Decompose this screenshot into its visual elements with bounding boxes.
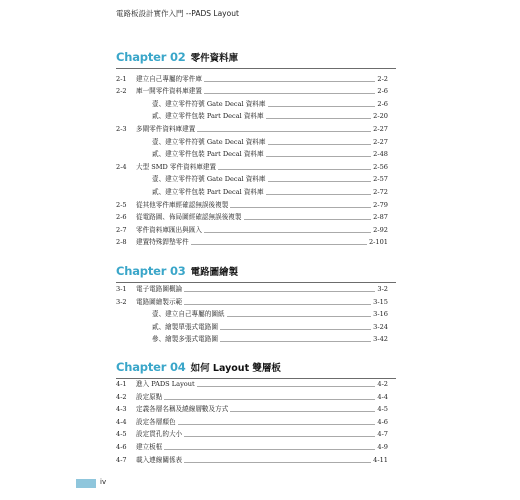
toc-entry-title: 設定原點	[136, 392, 163, 401]
chapter-title: 電路圖繪製	[190, 267, 239, 278]
toc-entry-title: 建立自己專屬的零件庫	[136, 74, 202, 83]
toc-entry-page: 2-6	[377, 87, 388, 96]
toc-entry-page: 3-24	[373, 322, 388, 331]
toc-entry	[116, 428, 388, 440]
dot-leader	[184, 462, 371, 463]
dot-leader	[184, 291, 375, 292]
toc-entry	[116, 110, 388, 122]
toc-entry-title: 參、繪製多張式電路圖	[152, 335, 218, 344]
footer-accent-bar	[76, 479, 96, 488]
toc-entry-title: 貳、建立零件包裝 Part Decal 資料庫	[152, 150, 264, 159]
toc-entry-title: 貳、建立零件包裝 Part Decal 資料庫	[152, 112, 264, 121]
toc-entry-number: 4-5	[116, 430, 127, 439]
toc-entry	[116, 173, 388, 185]
dot-leader	[244, 219, 372, 220]
toc-entry-title: 貳、繪製單張式電路圖	[152, 322, 218, 331]
toc-entry-page: 2-27	[373, 124, 388, 133]
dot-leader	[266, 156, 372, 157]
toc-entry	[116, 199, 388, 211]
dot-leader	[230, 411, 375, 412]
toc-entry-title: 壹、建立零件符號 Gate Decal 資料庫	[152, 175, 266, 184]
toc-entry	[116, 224, 388, 236]
toc-entry-number: 2-2	[116, 87, 127, 96]
toc-entry-number: 4-4	[116, 417, 127, 426]
toc-entry-title: 電子電路圖概論	[136, 285, 183, 293]
toc-entry	[116, 296, 388, 308]
toc-entry-number: 2-1	[116, 74, 127, 83]
chapter-title: 如何 Layout 雙層板	[190, 363, 281, 374]
toc-entry-number: 3-2	[116, 297, 127, 306]
toc-entry-number: 2-4	[116, 162, 127, 171]
dot-leader	[184, 436, 375, 437]
toc-entry-page: 4-4	[377, 392, 388, 401]
toc-entry-page: 2-79	[373, 200, 388, 209]
dot-leader	[268, 106, 376, 107]
toc-entry	[116, 416, 388, 428]
toc-entry-page: 2-2	[377, 74, 388, 83]
toc-entry-number: 4-6	[116, 443, 127, 451]
dot-leader	[220, 341, 371, 342]
toc-entry-page: 4-11	[373, 455, 388, 464]
chapter-heading	[116, 50, 396, 64]
toc-entry-number: 4-3	[116, 405, 127, 414]
dot-leader	[164, 449, 375, 450]
toc-entry-page: 2-56	[373, 162, 388, 171]
toc-entry-title: 貳、建立零件包裝 Part Decal 資料庫	[152, 187, 264, 196]
toc-entry	[116, 85, 388, 97]
toc-entry	[116, 403, 388, 415]
chapter-label: Chapter 02	[116, 50, 186, 64]
dot-leader	[204, 93, 375, 94]
dot-leader	[268, 144, 372, 145]
toc-entry-page: 2-72	[373, 187, 388, 196]
toc-entry-page: 2-92	[373, 225, 388, 234]
chapter-label: Chapter 04	[116, 360, 186, 374]
toc-entry	[116, 73, 388, 85]
dot-leader	[164, 399, 375, 400]
chapter-label: Chapter 03	[116, 264, 186, 278]
toc-entry	[116, 211, 388, 223]
toc-entry-title: 壹、建立零件符號 Gate Decal 資料庫	[152, 99, 266, 108]
toc-entry-page: 4-6	[377, 417, 388, 426]
dot-leader	[266, 194, 372, 195]
toc-entry-title: 多閘零件資料庫建置	[136, 124, 196, 133]
toc-entry-title: 壹、建立零件符號 Gate Decal 資料庫	[152, 137, 266, 146]
toc-entry-title: 電路圖繪製示範	[136, 297, 183, 306]
dot-leader	[197, 131, 371, 132]
toc-entry	[116, 148, 388, 160]
toc-entry-number: 2-7	[116, 225, 127, 234]
running-header: 電路板設計實作入門 --PADS Layout	[116, 9, 239, 18]
chapter-title: 零件資料庫	[190, 53, 239, 64]
toc-entry	[116, 378, 388, 390]
toc-entry-page: 2-6	[377, 99, 388, 108]
toc-entry	[116, 391, 388, 403]
dot-leader	[220, 329, 371, 330]
toc-entry-title: 零件資料庫匯出與匯入	[136, 225, 202, 234]
toc-entry	[116, 333, 388, 345]
dot-leader	[218, 169, 371, 170]
toc-entry-page: 3-2	[377, 285, 388, 293]
toc-entry	[116, 454, 388, 466]
toc-entry-page: 3-16	[373, 310, 388, 319]
toc-entry-page: 4-2	[377, 380, 388, 388]
dot-leader	[191, 244, 367, 245]
toc-entry-number: 4-1	[116, 380, 127, 388]
toc-entry-title: 設定各層顏色	[136, 417, 176, 426]
toc-entry-number: 2-3	[116, 124, 127, 133]
toc-entry	[116, 441, 388, 453]
toc-entry-page: 3-15	[373, 297, 388, 306]
toc-entry	[116, 308, 388, 320]
toc-entry-page: 2-27	[373, 137, 388, 146]
chapter-heading	[116, 360, 396, 374]
toc-entry-title: 建置特殊銲墊零件	[136, 238, 189, 247]
toc-entry	[116, 321, 388, 333]
toc-entry-page: 4-9	[377, 443, 388, 451]
toc-entry-page: 2-87	[373, 213, 388, 222]
dot-leader	[197, 386, 376, 387]
toc-entry-number: 4-7	[116, 455, 127, 464]
toc-entry-page: 2-57	[373, 175, 388, 184]
toc-entry	[116, 136, 388, 148]
toc-entry-page: 4-5	[377, 405, 388, 414]
chapter-divider	[116, 68, 396, 69]
toc-entry-title: 載入連線關係表	[136, 455, 183, 464]
toc-entry-title: 從其他零件庫經確認無誤後複製	[136, 200, 229, 209]
toc-entry	[116, 98, 388, 110]
toc-entry-number: 4-2	[116, 392, 127, 401]
toc-entry-page: 4-7	[377, 430, 388, 439]
dot-leader	[184, 304, 371, 305]
dot-leader	[204, 232, 371, 233]
chapter-heading	[116, 264, 396, 278]
toc-entry-number: 2-5	[116, 200, 127, 209]
dot-leader	[227, 316, 372, 317]
toc-entry-page: 2-20	[373, 112, 388, 121]
toc-entry-title: 設定貫孔的大小	[136, 430, 183, 439]
toc-entry-page: 3-42	[373, 335, 388, 344]
toc-entry	[116, 123, 388, 135]
toc-entry	[116, 283, 388, 295]
toc-entry-title: 進入 PADS Layout	[136, 380, 195, 388]
toc-entry-title: 定義各層名稱及繞線層數及方式	[136, 405, 229, 414]
toc-entry-title: 壹、建立自己專屬的圖紙	[152, 310, 225, 319]
toc-entry-title: 庫一開零件資料庫建置	[136, 87, 202, 96]
page-number: iv	[100, 478, 107, 486]
toc-entry-number: 2-8	[116, 238, 127, 247]
toc-entry	[116, 161, 388, 173]
dot-leader	[204, 81, 375, 82]
toc-entry-page: 2-48	[373, 150, 388, 159]
toc-entry-title: 建立板框	[136, 443, 163, 451]
toc-entry-page: 2-101	[368, 238, 388, 247]
toc-entry-number: 3-1	[116, 285, 127, 293]
toc-entry-number: 2-6	[116, 213, 127, 222]
toc-entry	[116, 186, 388, 198]
dot-leader	[266, 118, 372, 119]
dot-leader	[268, 181, 372, 182]
toc-entry-title: 從電路圖、佈局圖經確認無誤後複製	[136, 213, 242, 222]
dot-leader	[178, 424, 376, 425]
toc-entry	[116, 236, 388, 248]
toc-entry-title: 大型 SMD 零件資料庫建置	[136, 162, 217, 171]
dot-leader	[230, 207, 371, 208]
